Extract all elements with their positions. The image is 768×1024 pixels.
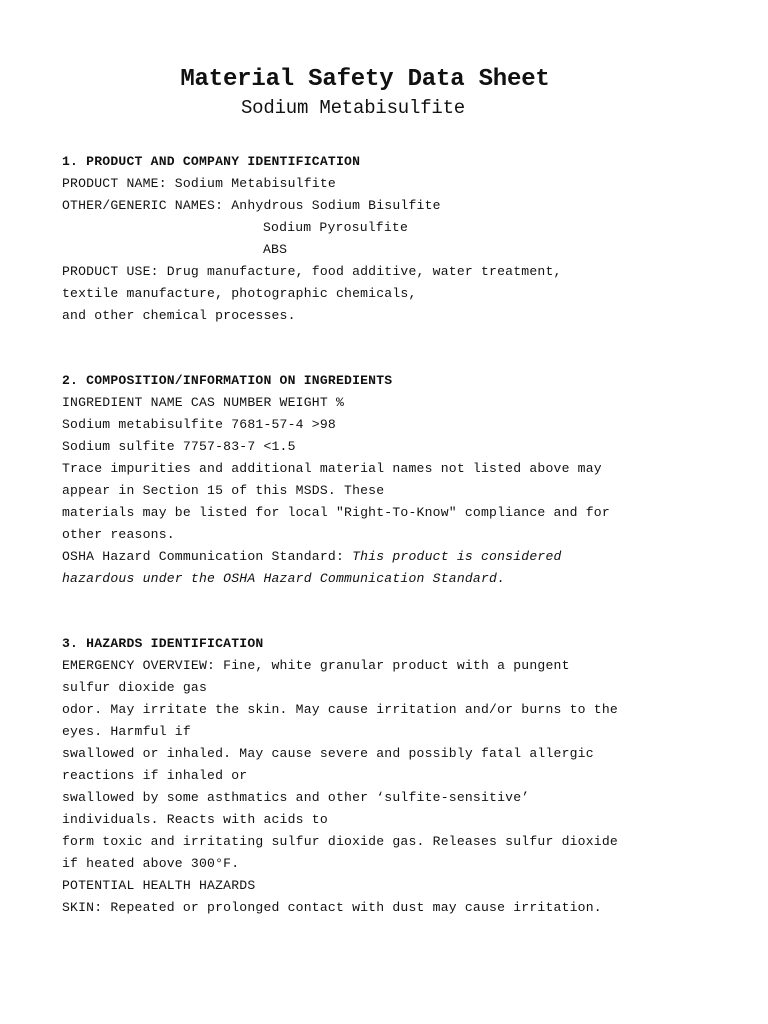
document-subtitle: Sodium Metabisulfite xyxy=(240,97,466,119)
other-name-2: Sodium Pyrosulfite xyxy=(263,220,409,235)
hazards-line-5: swallowed or inhaled. May cause severe and possibly fatal allergic xyxy=(62,746,594,761)
trace-line-4: other reasons. xyxy=(62,527,175,542)
other-names: OTHER/GENERIC NAMES: Anhydrous Sodium Bisulfite xyxy=(62,198,441,213)
hazards-line-11: POTENTIAL HEALTH HAZARDS xyxy=(62,878,256,893)
product-use-line-3: and other chemical processes. xyxy=(62,308,296,323)
section-3-heading: 3. HAZARDS IDENTIFICATION xyxy=(62,636,264,651)
osha-statement-part-1: This product is considered xyxy=(352,549,562,564)
hazards-line-3: odor. May irritate the skin. May cause irritation and/or burns to the xyxy=(62,702,618,717)
hazards-line-1: EMERGENCY OVERVIEW: Fine, white granular product with a pungent xyxy=(62,658,570,673)
osha-label: OSHA Hazard Communication Standard: xyxy=(62,549,353,564)
trace-line-1: Trace impurities and additional material names not listed above may xyxy=(62,461,602,476)
trace-line-3: materials may be listed for local "Right-To-Know" compliance and for xyxy=(62,505,610,520)
hazards-line-8: individuals. Reacts with acids to xyxy=(62,812,328,827)
other-name-3: ABS xyxy=(263,242,288,257)
ingredient-row-1: Sodium metabisulfite 7681-57-4 >98 xyxy=(62,417,336,432)
hazards-line-9: form toxic and irritating sulfur dioxide gas. Releases sulfur dioxide xyxy=(62,834,618,849)
hazards-line-4: eyes. Harmful if xyxy=(62,724,191,739)
product-use-line-2: textile manufacture, photographic chemicals, xyxy=(62,286,417,301)
hazards-line-6: reactions if inhaled or xyxy=(62,768,248,783)
hazards-line-10: if heated above 300°F. xyxy=(62,856,240,871)
osha-line-1 xyxy=(62,549,562,565)
hazards-line-7: swallowed by some asthmatics and other ‘sulfite-sensitive’ xyxy=(62,790,530,805)
hazards-line-2: sulfur dioxide gas xyxy=(62,680,208,695)
ingredient-row-2: Sodium sulfite 7757-83-7 <1.5 xyxy=(62,439,296,454)
section-1-heading: 1. PRODUCT AND COMPANY IDENTIFICATION xyxy=(62,154,361,169)
product-name: PRODUCT NAME: Sodium Metabisulfite xyxy=(62,176,336,191)
ingredient-table-header: INGREDIENT NAME CAS NUMBER WEIGHT % xyxy=(62,395,345,410)
hazards-line-12: SKIN: Repeated or prolonged contact with dust may cause irritation. xyxy=(62,900,602,915)
product-use-line-1: PRODUCT USE: Drug manufacture, food additive, water treatment, xyxy=(62,264,562,279)
trace-line-2: appear in Section 15 of this MSDS. These xyxy=(62,483,385,498)
section-2-heading: 2. COMPOSITION/INFORMATION ON INGREDIENTS xyxy=(62,373,393,388)
document-title: Material Safety Data Sheet xyxy=(180,66,550,93)
osha-line-2: hazardous under the OSHA Hazard Communication Standard. xyxy=(62,571,506,586)
